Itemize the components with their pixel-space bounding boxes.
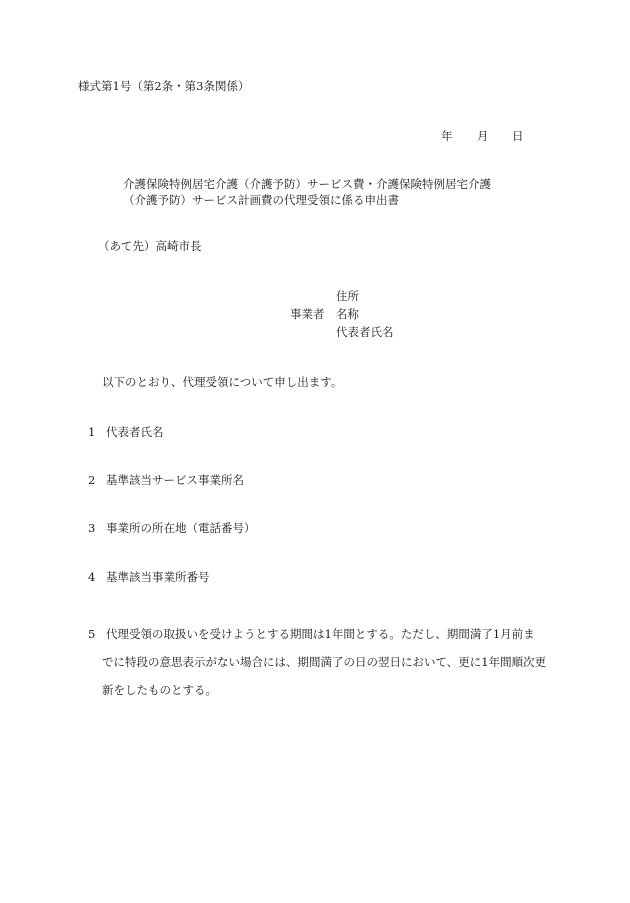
list-item	[88, 571, 210, 585]
intro-statement: 以下のとおり、代理受領について申し出ます。	[102, 375, 343, 389]
date-month-label: 月	[477, 129, 489, 143]
date-year-label: 年	[441, 129, 453, 143]
item-text: 代表者氏名	[106, 425, 164, 439]
item-text: 事業所の所在地（電話番号）	[106, 521, 256, 535]
item-number: 1	[88, 425, 96, 439]
item-number: 4	[88, 570, 96, 584]
list-item	[88, 474, 244, 488]
item5-text-line3: 新をしたものとする。	[102, 683, 217, 697]
addressee: （あて先）高崎市長	[98, 239, 202, 253]
item-number: 2	[88, 473, 96, 487]
applicant-section-label: 事業者	[290, 307, 325, 321]
list-item	[88, 522, 256, 536]
item5-text-line2: でに特段の意思表示がない場合には、期間満了の日の翌日において、更に1年間順次更	[102, 655, 547, 669]
item-text: 基準該当サービス事業所名	[106, 473, 244, 487]
applicant-representative-label: 代表者氏名	[336, 325, 394, 339]
item-number: 5	[88, 627, 96, 641]
item5-line1	[88, 628, 535, 642]
applicant-address-label: 住所	[336, 289, 359, 303]
document-title-line2: （介護予防）サービス計画費の代理受領に係る申出書	[123, 193, 399, 207]
item-number: 3	[88, 521, 96, 535]
date-day-label: 日	[512, 129, 524, 143]
form-number: 様式第1号（第2条・第3条関係）	[78, 79, 250, 93]
item5-text-line1: 代理受領の取扱いを受けようとする期間は1年間とする。ただし、期間満了1月前ま	[106, 627, 535, 641]
applicant-name-label: 名称	[336, 307, 359, 321]
document-title-line1: 介護保険特例居宅介護（介護予防）サービス費・介護保険特例居宅介護	[123, 177, 491, 191]
item-text: 基準該当事業所番号	[106, 570, 210, 584]
list-item	[88, 426, 164, 440]
